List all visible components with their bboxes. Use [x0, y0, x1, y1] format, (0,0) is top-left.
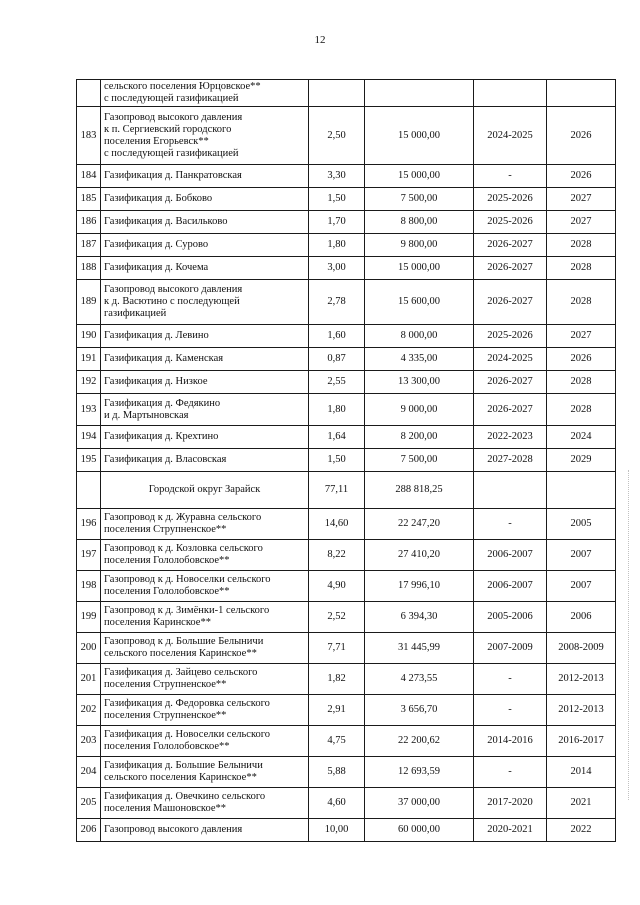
length-km-cell: 8,22: [309, 540, 365, 571]
object-name-cell: Газификация д. Новоселки сельского поселения Гололобовское**: [101, 726, 309, 757]
table-body: [77, 80, 616, 842]
cost-cell: 7 500,00: [365, 449, 474, 472]
object-name-cell: Городской округ Зарайск: [101, 472, 309, 509]
construction-years-cell: 2007: [547, 540, 616, 571]
construction-years-cell: [547, 80, 616, 107]
row-number-cell: 187: [77, 234, 101, 257]
construction-years-cell: 2012-2013: [547, 664, 616, 695]
construction-years-cell: 2021: [547, 788, 616, 819]
length-km-cell: 2,55: [309, 371, 365, 394]
construction-years-cell: 2027: [547, 325, 616, 348]
table-row: [77, 509, 616, 540]
table-row: [77, 80, 616, 107]
length-km-cell: 2,91: [309, 695, 365, 726]
construction-years-cell: 2006: [547, 602, 616, 633]
cost-cell: [365, 80, 474, 107]
design-years-cell: 2020-2021: [474, 819, 547, 842]
row-number-cell: 185: [77, 188, 101, 211]
design-years-cell: 2024-2025: [474, 348, 547, 371]
object-name-cell: Газификация д. Федякино и д. Мартыновская: [101, 394, 309, 426]
table-row: [77, 664, 616, 695]
row-number-cell: 202: [77, 695, 101, 726]
row-number-cell: 189: [77, 280, 101, 325]
construction-years-cell: 2022: [547, 819, 616, 842]
design-years-cell: -: [474, 695, 547, 726]
length-km-cell: 4,90: [309, 571, 365, 602]
length-km-cell: 1,80: [309, 394, 365, 426]
row-number-cell: 200: [77, 633, 101, 664]
design-years-cell: 2026-2027: [474, 394, 547, 426]
design-years-cell: 2017-2020: [474, 788, 547, 819]
cost-cell: 12 693,59: [365, 757, 474, 788]
construction-years-cell: 2028: [547, 234, 616, 257]
table-row: [77, 234, 616, 257]
row-number-cell: 199: [77, 602, 101, 633]
object-name-cell: Газификация д. Зайцево сельского поселения Струпненское**: [101, 664, 309, 695]
table-row: [77, 211, 616, 234]
object-name-cell: Газопровод высокого давления к п. Сергиевский городского поселения Егорьевск** с последующей газификацией: [101, 107, 309, 165]
cost-cell: 15 000,00: [365, 257, 474, 280]
object-name-cell: Газопровод к д. Зимёнки-1 сельского поселения Каринское**: [101, 602, 309, 633]
design-years-cell: -: [474, 757, 547, 788]
cost-cell: 13 300,00: [365, 371, 474, 394]
object-name-cell: Газопровод к д. Большие Белыничи сельского поселения Каринское**: [101, 633, 309, 664]
row-number-cell: 206: [77, 819, 101, 842]
cost-cell: 7 500,00: [365, 188, 474, 211]
length-km-cell: 1,64: [309, 426, 365, 449]
row-number-cell: 204: [77, 757, 101, 788]
object-name-cell: Газификация д. Большие Белыничи сельского поселения Каринское**: [101, 757, 309, 788]
cost-cell: 37 000,00: [365, 788, 474, 819]
length-km-cell: 3,30: [309, 165, 365, 188]
object-name-cell: Газификация д. Каменская: [101, 348, 309, 371]
design-years-cell: -: [474, 664, 547, 695]
length-km-cell: 2,78: [309, 280, 365, 325]
row-number-cell: [77, 80, 101, 107]
cost-cell: 9 000,00: [365, 394, 474, 426]
object-name-cell: Газификация д. Сурово: [101, 234, 309, 257]
object-name-cell: сельского поселения Юрцовское** с последующей газификацией: [101, 80, 309, 107]
length-km-cell: 1,80: [309, 234, 365, 257]
cost-cell: 27 410,20: [365, 540, 474, 571]
design-years-cell: [474, 80, 547, 107]
object-name-cell: Газификация д. Федоровка сельского поселения Струпненское**: [101, 695, 309, 726]
table-row: [77, 371, 616, 394]
table-row: [77, 633, 616, 664]
cost-cell: 9 800,00: [365, 234, 474, 257]
object-name-cell: Газопровод высокого давления: [101, 819, 309, 842]
table-row: [77, 257, 616, 280]
design-years-cell: 2026-2027: [474, 280, 547, 325]
table-row: [77, 325, 616, 348]
construction-years-cell: 2028: [547, 371, 616, 394]
table-row: [77, 571, 616, 602]
length-km-cell: 3,00: [309, 257, 365, 280]
row-number-cell: 190: [77, 325, 101, 348]
row-number-cell: 188: [77, 257, 101, 280]
row-number-cell: [77, 472, 101, 509]
construction-years-cell: 2007: [547, 571, 616, 602]
construction-years-cell: 2012-2013: [547, 695, 616, 726]
object-name-cell: Газификация д. Крехтино: [101, 426, 309, 449]
cost-cell: 4 335,00: [365, 348, 474, 371]
row-number-cell: 194: [77, 426, 101, 449]
row-number-cell: 196: [77, 509, 101, 540]
cost-cell: 15 000,00: [365, 165, 474, 188]
length-km-cell: 1,82: [309, 664, 365, 695]
construction-years-cell: 2016-2017: [547, 726, 616, 757]
cost-cell: 22 200,62: [365, 726, 474, 757]
design-years-cell: 2026-2027: [474, 257, 547, 280]
row-number-cell: 197: [77, 540, 101, 571]
design-years-cell: 2024-2025: [474, 107, 547, 165]
cost-cell: 17 996,10: [365, 571, 474, 602]
row-number-cell: 192: [77, 371, 101, 394]
row-number-cell: 193: [77, 394, 101, 426]
table-row: [77, 726, 616, 757]
construction-years-cell: 2026: [547, 348, 616, 371]
design-years-cell: 2007-2009: [474, 633, 547, 664]
length-km-cell: 7,71: [309, 633, 365, 664]
length-km-cell: 2,50: [309, 107, 365, 165]
object-name-cell: Газификация д. Власовская: [101, 449, 309, 472]
table-row: [77, 602, 616, 633]
design-years-cell: 2025-2026: [474, 211, 547, 234]
table-row: [77, 280, 616, 325]
row-number-cell: 198: [77, 571, 101, 602]
length-km-cell: 1,70: [309, 211, 365, 234]
table-row: [77, 757, 616, 788]
table-row: [77, 788, 616, 819]
table-row: [77, 165, 616, 188]
row-number-cell: 183: [77, 107, 101, 165]
length-km-cell: 1,50: [309, 449, 365, 472]
construction-years-cell: 2026: [547, 107, 616, 165]
construction-years-cell: 2024: [547, 426, 616, 449]
design-years-cell: 2014-2016: [474, 726, 547, 757]
construction-years-cell: 2028: [547, 394, 616, 426]
design-years-cell: 2027-2028: [474, 449, 547, 472]
cost-cell: 60 000,00: [365, 819, 474, 842]
page-number: 12: [314, 34, 326, 46]
object-name-cell: Газопровод к д. Журавна сельского поселения Струпненское**: [101, 509, 309, 540]
object-name-cell: Газификация д. Васильково: [101, 211, 309, 234]
construction-years-cell: 2026: [547, 165, 616, 188]
design-years-cell: 2006-2007: [474, 571, 547, 602]
length-km-cell: 2,52: [309, 602, 365, 633]
cost-cell: 31 445,99: [365, 633, 474, 664]
construction-years-cell: [547, 472, 616, 509]
construction-years-cell: 2027: [547, 188, 616, 211]
section-header-row: [77, 472, 616, 509]
length-km-cell: 14,60: [309, 509, 365, 540]
table-row: [77, 695, 616, 726]
design-years-cell: 2026-2027: [474, 234, 547, 257]
design-years-cell: -: [474, 165, 547, 188]
design-years-cell: 2005-2006: [474, 602, 547, 633]
design-years-cell: 2006-2007: [474, 540, 547, 571]
object-name-cell: Газопровод высокого давления к д. Васютино с последующей газификацией: [101, 280, 309, 325]
length-km-cell: 0,87: [309, 348, 365, 371]
row-number-cell: 205: [77, 788, 101, 819]
construction-years-cell: 2014: [547, 757, 616, 788]
object-name-cell: Газификация д. Низкое: [101, 371, 309, 394]
cost-cell: 4 273,55: [365, 664, 474, 695]
row-number-cell: 191: [77, 348, 101, 371]
design-years-cell: [474, 472, 547, 509]
cost-cell: 15 000,00: [365, 107, 474, 165]
design-years-cell: 2025-2026: [474, 188, 547, 211]
cost-cell: 3 656,70: [365, 695, 474, 726]
table-row: [77, 540, 616, 571]
length-km-cell: 5,88: [309, 757, 365, 788]
row-number-cell: 195: [77, 449, 101, 472]
scan-edge-marks: [628, 470, 637, 800]
length-km-cell: 77,11: [309, 472, 365, 509]
object-name-cell: Газификация д. Левино: [101, 325, 309, 348]
cost-cell: 8 000,00: [365, 325, 474, 348]
construction-years-cell: 2005: [547, 509, 616, 540]
table-row: [77, 188, 616, 211]
length-km-cell: [309, 80, 365, 107]
design-years-cell: 2026-2027: [474, 371, 547, 394]
cost-cell: 8 800,00: [365, 211, 474, 234]
length-km-cell: 1,60: [309, 325, 365, 348]
length-km-cell: 4,60: [309, 788, 365, 819]
cost-cell: 22 247,20: [365, 509, 474, 540]
table-row: [77, 348, 616, 371]
row-number-cell: 201: [77, 664, 101, 695]
object-name-cell: Газификация д. Бобково: [101, 188, 309, 211]
cost-cell: 15 600,00: [365, 280, 474, 325]
object-name-cell: Газификация д. Овечкино сельского поселения Машоновское**: [101, 788, 309, 819]
cost-cell: 288 818,25: [365, 472, 474, 509]
table-row: [77, 449, 616, 472]
object-name-cell: Газопровод к д. Новоселки сельского поселения Гололобовское**: [101, 571, 309, 602]
construction-years-cell: 2029: [547, 449, 616, 472]
cost-cell: 6 394,30: [365, 602, 474, 633]
construction-years-cell: 2028: [547, 257, 616, 280]
construction-years-cell: 2027: [547, 211, 616, 234]
design-years-cell: 2025-2026: [474, 325, 547, 348]
row-number-cell: 203: [77, 726, 101, 757]
table-row: [77, 394, 616, 426]
table-row: [77, 107, 616, 165]
gasification-table: [76, 79, 616, 842]
design-years-cell: -: [474, 509, 547, 540]
construction-years-cell: 2008-2009: [547, 633, 616, 664]
table-row: [77, 426, 616, 449]
design-years-cell: 2022-2023: [474, 426, 547, 449]
row-number-cell: 184: [77, 165, 101, 188]
object-name-cell: Газификация д. Кочема: [101, 257, 309, 280]
table-row: [77, 819, 616, 842]
construction-years-cell: 2028: [547, 280, 616, 325]
length-km-cell: 4,75: [309, 726, 365, 757]
length-km-cell: 10,00: [309, 819, 365, 842]
row-number-cell: 186: [77, 211, 101, 234]
cost-cell: 8 200,00: [365, 426, 474, 449]
length-km-cell: 1,50: [309, 188, 365, 211]
object-name-cell: Газификация д. Панкратовская: [101, 165, 309, 188]
object-name-cell: Газопровод к д. Козловка сельского поселения Гололобовское**: [101, 540, 309, 571]
